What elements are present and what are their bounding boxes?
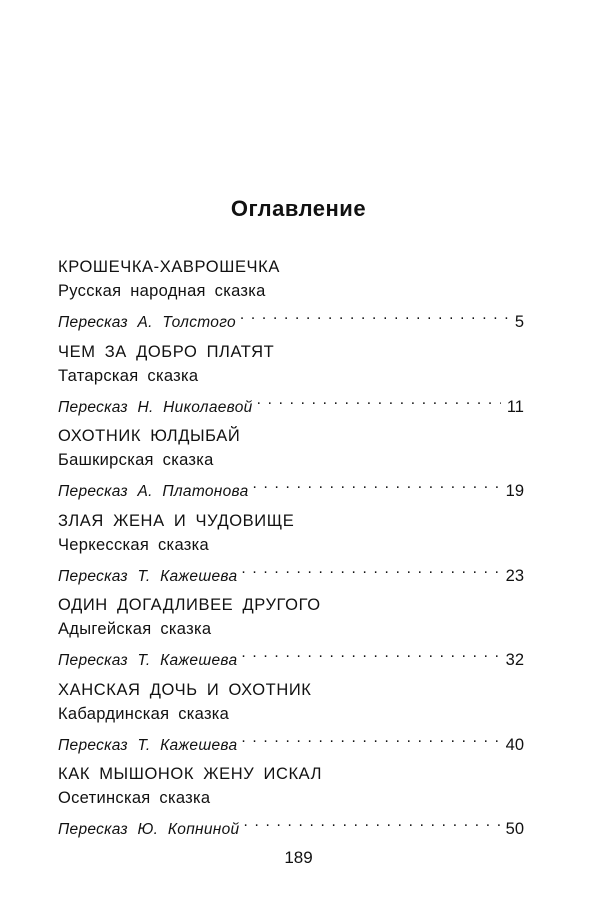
entry-page-number: 11 — [506, 397, 524, 416]
entry-page-number: 5 — [514, 313, 524, 331]
entry-retold-line — [58, 726, 524, 758]
entry-title: ЗЛАЯ ЖЕНА И ЧУДОВИЩЕ — [58, 511, 295, 530]
entry-origin: Кабардинская сказка — [58, 704, 230, 723]
page-title: Оглавление — [230, 196, 367, 221]
dot-leader — [257, 388, 501, 412]
entry-retold: Пересказ А. Толстого — [58, 314, 236, 331]
entry-retold-line — [58, 388, 524, 420]
dot-leader — [240, 303, 509, 327]
dot-leader — [241, 726, 499, 750]
toc-entry — [58, 340, 524, 425]
entry-retold-line — [58, 303, 524, 335]
toc-entry — [58, 678, 524, 763]
entry-page-number: 40 — [505, 735, 524, 754]
entry-origin: Адыгейская сказка — [58, 620, 212, 638]
toc-entry — [58, 255, 524, 340]
entry-title: КАК МЫШОНОК ЖЕНУ ИСКАЛ — [58, 765, 323, 783]
entry-origin: Татарская сказка — [58, 366, 199, 385]
entry-retold-line — [58, 472, 524, 504]
entry-origin: Башкирская сказка — [58, 451, 214, 469]
table-of-contents — [58, 255, 524, 847]
entry-page-number: 50 — [505, 820, 524, 838]
toc-entry — [58, 509, 524, 594]
entry-origin: Черкесская сказка — [58, 535, 209, 554]
toc-entry — [58, 762, 524, 847]
dot-leader — [241, 557, 499, 581]
entry-retold-line — [58, 641, 524, 673]
entry-retold-line — [58, 810, 524, 842]
entry-page-number: 23 — [505, 566, 524, 585]
entry-retold: Пересказ Т. Кажешева — [58, 736, 238, 754]
entry-title: КРОШЕЧКА-ХАВРОШЕЧКА — [58, 258, 280, 276]
entry-title: ЧЕМ ЗА ДОБРО ПЛАТЯТ — [58, 342, 275, 361]
entry-retold-line — [58, 557, 524, 589]
entry-page-number: 32 — [505, 651, 524, 669]
toc-entry — [58, 593, 524, 678]
entry-title: ХАНСКАЯ ДОЧЬ И ОХОТНИК — [58, 680, 312, 699]
entry-retold: Пересказ Т. Кажешева — [58, 652, 238, 669]
dot-leader — [243, 810, 499, 834]
entry-origin: Русская народная сказка — [58, 282, 266, 300]
entry-retold: Пересказ А. Платонова — [58, 483, 249, 500]
dot-leader — [241, 641, 499, 665]
entry-retold: Пересказ Т. Кажешева — [58, 567, 238, 585]
dot-leader — [253, 472, 500, 496]
entry-origin: Осетинская сказка — [58, 789, 211, 807]
entry-retold: Пересказ Н. Николаевой — [58, 398, 253, 416]
entry-page-number: 19 — [505, 482, 524, 500]
entry-title: ОХОТНИК ЮЛДЫБАЙ — [58, 427, 241, 445]
page-number: 189 — [284, 848, 313, 867]
entry-retold: Пересказ Ю. Копниной — [58, 821, 240, 838]
entry-title: ОДИН ДОГАДЛИВЕЕ ДРУГОГО — [58, 596, 321, 614]
toc-entry — [58, 424, 524, 509]
